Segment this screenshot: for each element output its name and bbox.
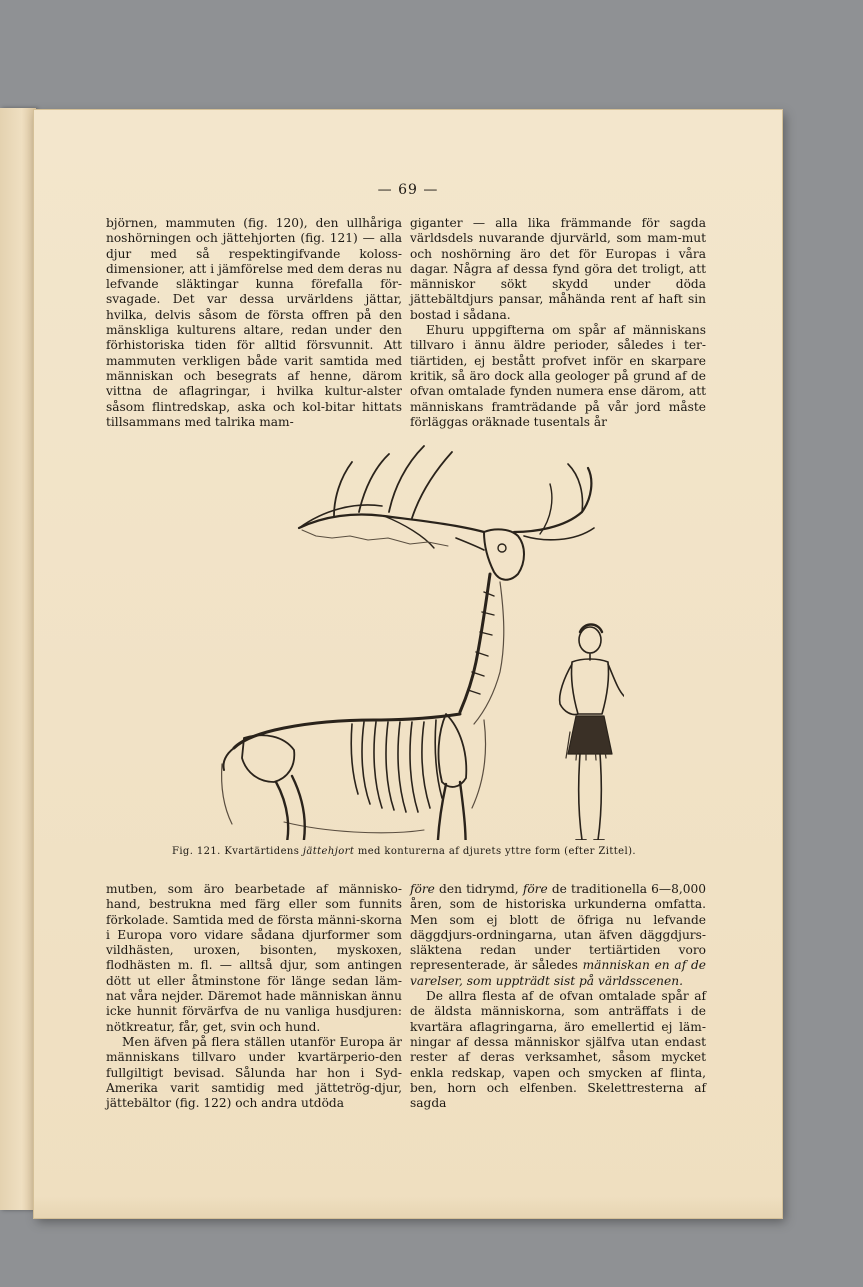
text-run: de traditionella 6—8,000 åren, som de historiska urkunderna omfatta. Men som ej blott de öfriga nu lefvande däggdjurs-ordningarna, utan äfven däggdjurs-släktena redan under tertiärtiden voro representerade, är således [410,882,706,973]
text-column-bottom-right [410,882,706,1111]
text-column-bottom-left [106,882,402,1111]
italic-word: före [522,882,548,896]
italic-word: före [410,882,435,896]
book-page [34,110,782,1218]
paragraph: mutben, som äro bearbetade af människo-hand, bestrukna med färg eller som funnits förkolade. Samtida med de första männi-skorna i Europa voro vidare sådana djurformer som vildhästen, uroxen, bisonten, myskoxen, flodhästen m. fl. — alltså djur, som antingen dött ut eller åtminstone för länge sedan läm-nat våra nejder. Däremot hade människan ännu icke hunnit förvärfva de nu vanliga husdjuren: nötkreatur, får, get, svin och hund. [106,882,402,1034]
caption-italic: jättehjort [302,846,355,857]
paragraph: De allra flesta af de ofvan omtalade spår af de äldsta människorna, som anträffats i de kvartära aflagringarna, äro emellertid ej läm-ningar af dessa människor själfva utan endast rester af deras verksamhet, såsom mycket enkla redskap, vapen och smycken af flinta, ben, horn och elfenben. Skelettresterna af sagda [410,989,706,1111]
text-column-top-right [410,216,706,430]
caption-prefix: Fig. 121. Kvartärtidens [172,846,303,857]
caption-suffix: med konturerna af djurets yttre form (efter Zittel). [354,846,636,857]
giant-deer-skeleton-figure [184,432,624,840]
paragraph [410,882,706,989]
paragraph: giganter — alla lika främmande för sagda världsdels nuvarande djurvärld, som mam-mut och noshörning äro det för Europas i våra dagar. Några af dessa fynd göra det troligt, att människor sökt skydd under döda jättebältdjurs pansar, måhända rent af haft sin bostad i sådana. [410,216,706,322]
giant-deer-skeleton-illustration [222,446,594,840]
figure-caption [154,846,654,858]
human-figure-illustration [560,625,624,841]
page-number: — 69 — [377,182,439,198]
paragraph: björnen, mammuten (fig. 120), den ullhåriga noshörningen och jättehjorten (fig. 121) — alla djur med så respektingifvande koloss-dimensioner, att i jämförelse med dem deras nu lefvande släktingar kunna förefalla för-svagade. Det var dessa urvärldens jättar, hvilka, delvis såsom de första offren på den mänskliga kulturens altare, redan under den förhistoriska tiden för alltid försvunnit. Att mammuten verkligen både varit samtida med människan och besegrats af henne, därom vittna de aflagringar, i hvilka kultur-alster såsom flintredskap, aska och kol-bitar hittats tillsammans med talrika mam- [106,216,402,429]
paragraph: Ehuru uppgifterna om spår af människans tillvaro i ännu äldre perioder, således i ter-tiärtiden, ej bestått profvet inför en skarpare kritik, så äro dock alla geologer på grund af de ofvan omtalade fynden numera ense därom, att människans framträdande på vår jord måste förläggas oräknade tusentals år [410,323,706,429]
italic-phrase: människan en af de varelser, som uppträdt sist på världsscenen. [410,958,706,988]
previous-page-edge [0,108,36,1210]
paragraph: Men äfven på flera ställen utanför Europa är människans tillvaro under kvartärperio-den fullgiltigt bevisad. Sålunda har hon i Syd-Amerika varit samtidig med jättetrög-djur, jättebältor (fig. 122) och andra utdöda [106,1034,402,1111]
text-run: den tidrymd, [434,882,523,896]
text-column-top-left [106,216,402,430]
